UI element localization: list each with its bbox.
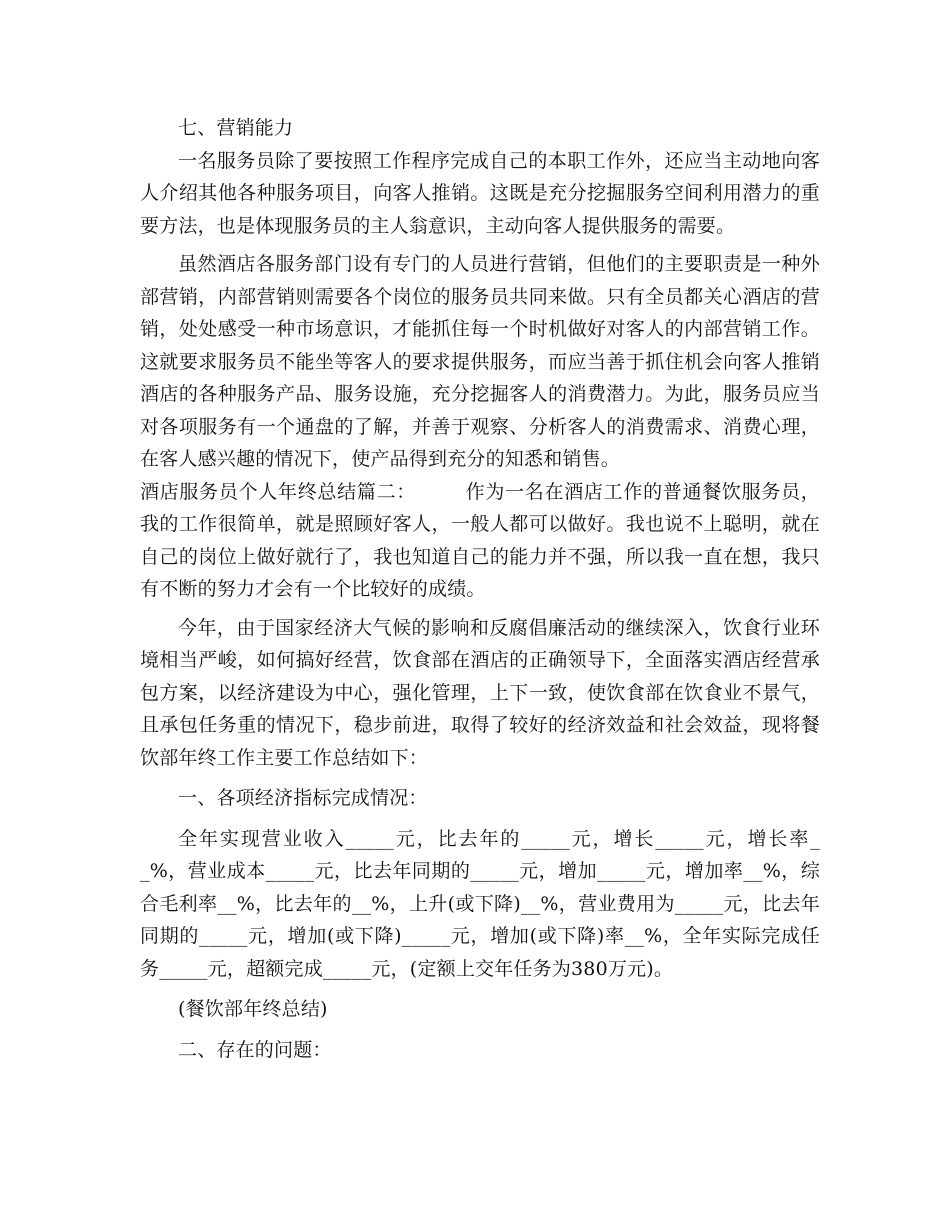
section-heading-one: 一、各项经济指标完成情况：	[178, 787, 428, 809]
paragraph-indicators: 全年实现营业收入_____元，比去年的_____元，增长_____元，增长率__%，营业成本_____元，比去年同期的_____元，增加_____元，增加率__%，综合毛利率__%，比去年的__%，上升(或下降)__%，营业费用为_____元，比去年同期的_____元，增加(或下降)_____元，增加(或下降)率__%，全年实际完成任务_____元，超额完成_____元，(定额上交年任务为380万元)。	[140, 827, 820, 980]
paragraph: 一名服务员除了要按照工作程序完成自己的本职工作外，还应当主动地向客人介绍其他各种服务项目，向客人推销。这既是充分挖掘服务空间利用潜力的重要方法，也是体现服务员的主人翁意识，主动向客人提供服务的需要。	[140, 149, 820, 237]
paragraph-part-two: 酒店服务员个人年终总结篇二： 作为一名在酒店工作的普通餐饮服务员，我的工作很简单，就是照顾好客人，一般人都可以做好。我也说不上聪明，就在自己的岗位上做好就行了，我也知道自己的能力并不强，所以我一直在想，我只有不断的努力才会有一个比较好的成绩。	[140, 480, 820, 600]
paragraph-note: (餐饮部年终总结)	[178, 998, 328, 1020]
section-heading-two: 二、存在的问题：	[178, 1038, 332, 1061]
paragraph: 虽然酒店各服务部门设有专门的人员进行营销，但他们的主要职责是一种外部营销，内部营销则需要各个岗位的服务员共同来做。只有全员都关心酒店的营销，处处感受一种市场意识，才能抓住每一个时机做好对客人的内部营销工作。这就要求服务员不能坐等客人的要求提供服务，而应当善于抓住机会向客人推销酒店的各种服务产品、服务设施，充分挖掘客人的消费潜力。为此，服务员应当对各项服务有一个通盘的了解，并善于观察、分析客人的消费需求、消费心理，在客人感兴趣的情况下，使产品得到充分的知悉和销售。	[140, 253, 820, 470]
section-heading-seven: 七、营销能力	[178, 117, 294, 139]
document-body	[140, 112, 820, 1066]
paragraph: 今年，由于国家经济大气候的影响和反腐倡廉活动的继续深入，饮食行业环境相当严峻，如何搞好经营，饮食部在酒店的正确领导下，全面落实酒店经营承包方案，以经济建设为中心，强化管理，上下一致，使饮食部在饮食业不景气，且承包任务重的情况下，稳步前进，取得了较好的经济效益和社会效益，现将餐饮部年终工作主要工作总结如下：	[140, 616, 820, 769]
